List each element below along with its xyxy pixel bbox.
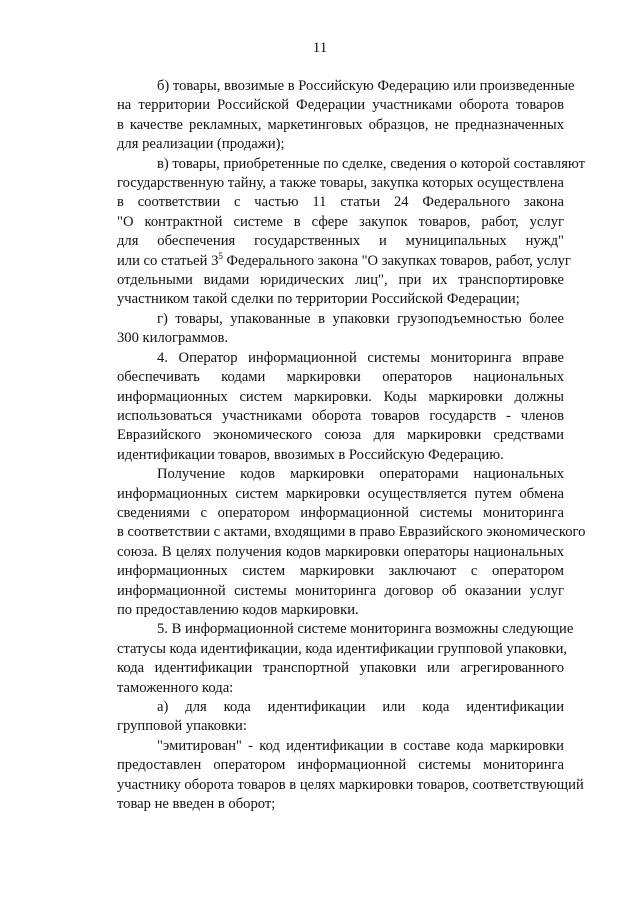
paragraph-b [77, 77, 575, 155]
text-line: "О контрактной системе в сфере закупок товаров, работ, услуг [117, 213, 564, 230]
text-line: информационных систем маркировки. Коды маркировки должны [117, 388, 564, 405]
paragraph-a [77, 698, 564, 737]
text-line: информационной системы мониторинга договор об оказании услуг [117, 582, 564, 599]
text-line: товар не введен в оборот; [117, 796, 276, 813]
text-line: в соответствии с актами, входящими в право Евразийского экономического [117, 524, 586, 541]
text-line: идентификации товаров, ввозимых в Российскую Федерацию. [117, 446, 504, 463]
page-number: 11 [312, 40, 328, 56]
text-line: для обеспечения государственных и муниципальных нужд" [117, 233, 564, 250]
text-line: для реализации (продажи); [117, 136, 285, 153]
text-line-with-superscript [77, 250, 571, 271]
paragraph-5 [77, 620, 574, 698]
text-line: обеспечивать кодами маркировки операторов национальных [117, 369, 564, 386]
text-fragment: Федерального закона "О закупках товаров, работ, услуг [222, 252, 571, 269]
text-line: статусы кода идентификации, кода идентификации групповой упаковки, [117, 640, 568, 657]
text-line: информационных систем маркировки заключают с оператором [117, 563, 564, 580]
text-line: участнику оборота товаров в целях маркировки товаров, соответствующий [117, 776, 584, 793]
text-line: предоставлен оператором информационной системы мониторинга [117, 757, 564, 774]
text-line: а) для кода идентификации или кода идентификации [157, 699, 564, 715]
text-line: в соответствии с частью 11 статьи 24 Федерального закона [117, 194, 564, 211]
paragraph-4 [77, 349, 564, 465]
text-line: на территории Российской Федерации участниками оборота товаров [117, 97, 564, 114]
text-line: по предоставлению кодов маркировки. [117, 601, 359, 618]
text-line: г) товары, упакованные в упаковки грузоподъемностью более [157, 310, 564, 327]
text-line: сведениями с оператором информационной системы мониторинга [117, 504, 564, 521]
superscript: 5 [218, 250, 223, 261]
text-line: информационных систем маркировки осуществляется путем обмена [117, 485, 564, 502]
document-body [77, 77, 586, 814]
paragraph-g [77, 310, 564, 349]
text-fragment: или со статьей 3 [117, 252, 219, 269]
text-line: Получение кодов маркировки операторами национальных [157, 466, 564, 483]
text-line: государственную тайну, а также товары, закупка которых осуществлена [117, 175, 564, 192]
paragraph-v [77, 155, 586, 310]
text-line: таможенного кода: [117, 679, 234, 696]
text-line: 300 килограммов. [117, 330, 229, 347]
text-line: 4. Оператор информационной системы мониторинга вправе [157, 349, 564, 366]
text-line: союза. В целях получения кодов маркировки операторы национальных [117, 543, 564, 560]
text-line: "эмитирован" - код идентификации в составе кода маркировки [157, 737, 564, 754]
text-line: в) товары, приобретенные по сделке, сведения о которой составляют [157, 155, 586, 172]
text-line: б) товары, ввозимые в Российскую Федерацию или произведенные [157, 78, 575, 94]
text-line: кода идентификации транспортной упаковки или агрегированного [117, 660, 564, 677]
text-line: участником такой сделки по территории Российской Федерации; [117, 291, 520, 308]
text-line: 5. В информационной системе мониторинга возможны следующие [157, 621, 574, 638]
text-line: в качестве рекламных, маркетинговых образцов, не предназначенных [117, 116, 564, 133]
text-line: Евразийского экономического союза для маркировки средствами [117, 427, 564, 444]
text-line: использоваться участниками оборота товаров государств - членов [117, 407, 564, 424]
text-line: отдельными видами юридических лиц", при их транспортировке [117, 272, 564, 289]
paragraph-receipt [77, 465, 586, 620]
text-line: групповой упаковки: [117, 718, 247, 735]
paragraph-emitted [77, 737, 584, 815]
